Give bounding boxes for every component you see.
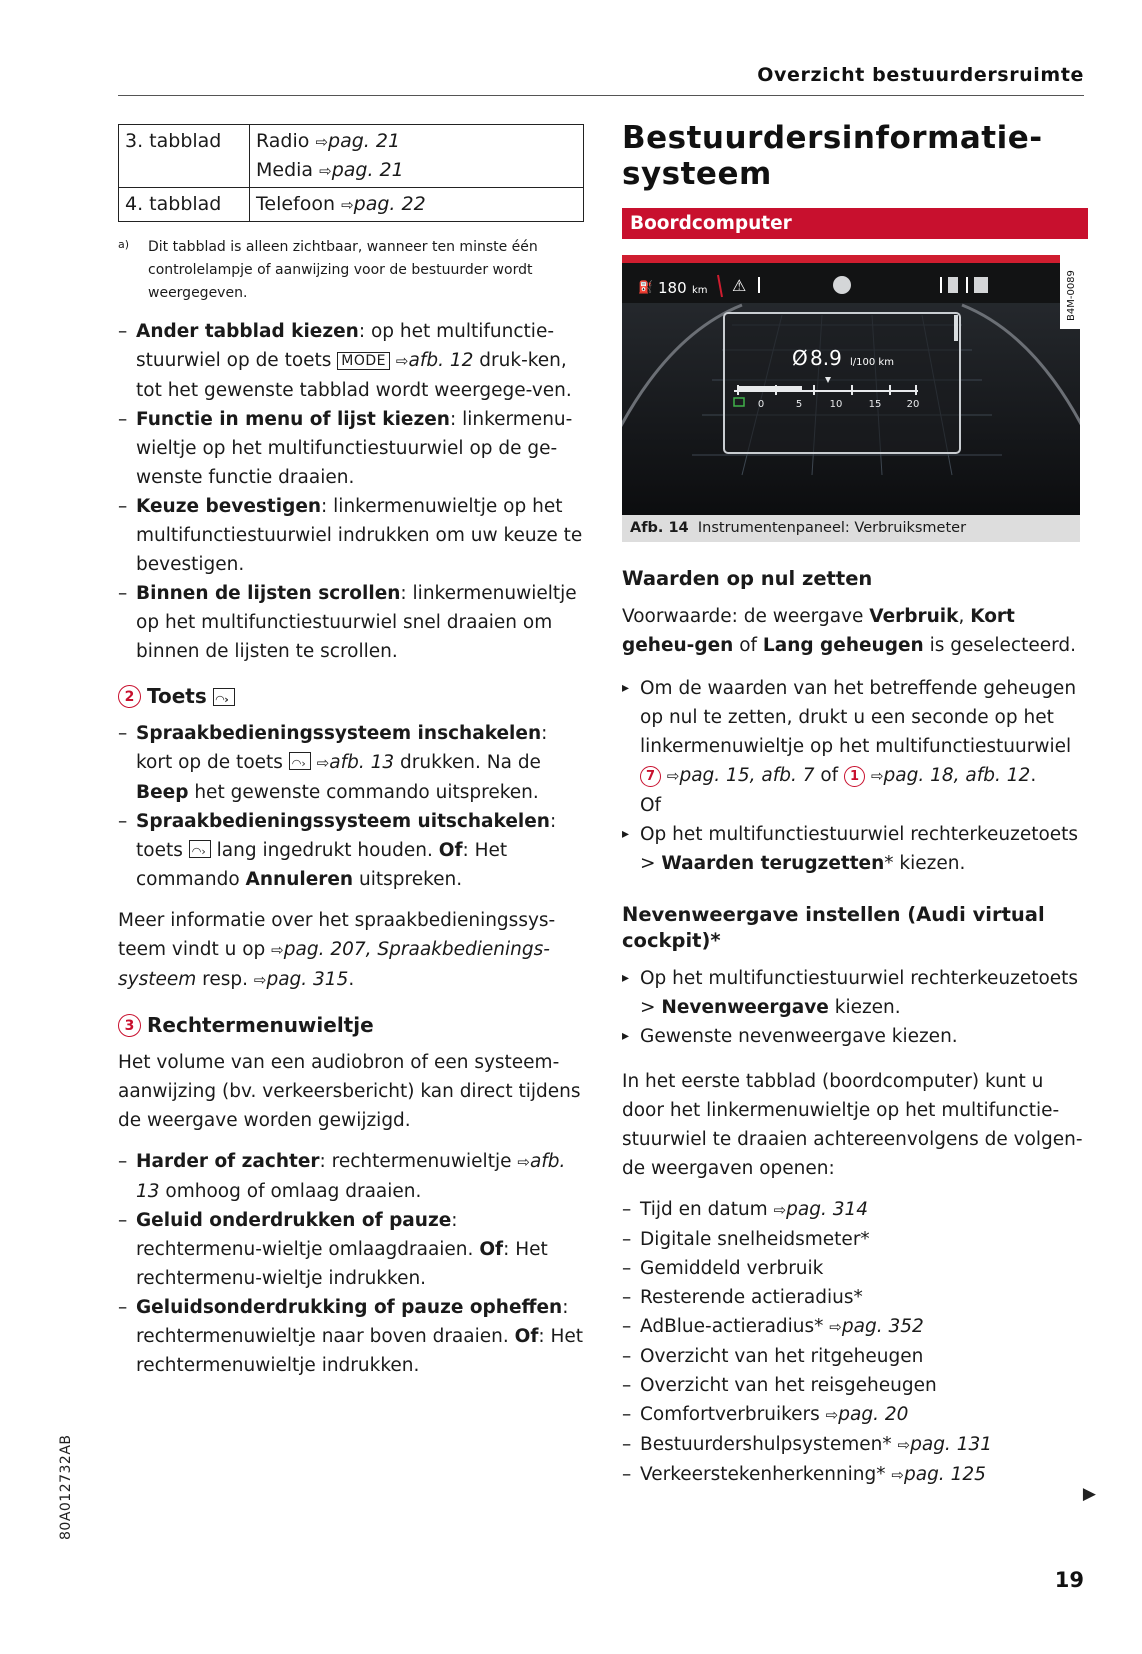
svg-text:0: 0 [757,399,765,410]
list-item: – Harder of zachter: rechtermenuwieltje ⇨afb. 13 omhoog of omlaag draaien. [118,1147,588,1206]
running-header: Overzicht bestuurdersruimte [757,64,1084,86]
instrument-panel-image [622,255,1080,515]
list-item: – Geluidsonderdrukking of pauze opheffen: rechtermenuwieltje naar boven draaien. Of: Het rechtermenuwieltje indrukken. [118,1293,588,1380]
list-item: – Comfortverbruikers ⇨pag. 20 [622,1400,1088,1430]
list-item: – Ander tabblad kiezen: op het multifunctie-stuurwiel op de toets MODE ⇨afb. 12 druk-ken, tot het gewenste tabblad wordt weergege-ven. [118,317,588,405]
svg-text:15: 15 [868,399,882,410]
neven-step: ▸ Op het multifunctiestuurwiel rechterkeuzetoets > Nevenweergave kiezen. [622,964,1088,1022]
voice-button-icon [289,752,311,770]
voice-list [118,719,588,894]
svg-text:5: 5 [795,399,803,410]
table-row [119,125,584,188]
continue-arrow-icon: ▶ [1082,1484,1096,1504]
list-item: – Digitale snelheidsmeter* [622,1225,1088,1254]
page-ref-link[interactable]: pag. 125 [903,1464,986,1485]
number-3-icon: 3 [118,1014,141,1037]
heading-nevenweergave: Nevenweergave instellen (Audi virtual cockpit)* [622,903,1045,952]
number-2-icon: 2 [118,685,141,708]
figure-code: B4M-0089 [1066,270,1077,321]
footnote-text: Dit tabblad is alleen zichtbaar, wanneer ten minste één controlelampje of aanwijzing voor de bestuurder wordt weergegeven. [148,239,538,301]
warning-icon: ⚠ [732,276,747,295]
page-ref-link[interactable]: pag. 352 [841,1316,924,1337]
nav-icon [833,276,851,294]
svg-text:10: 10 [829,399,843,410]
list-item: – Keuze bevestigen: linkermenuwieltje op het multifunctiestuurwiel indrukken om uw keuze te bevestigen. [118,492,588,579]
page-ref-link[interactable]: pag. 315 [266,969,349,990]
page-ref-link[interactable]: afb. 13 [329,752,395,773]
tab-table [118,124,584,222]
more-info-paragraph: Meer informatie over het spraakbedieningssys-teem vindt u op ⇨pag. 207, Spraakbedienings-systeem resp. ⇨pag. 315. [118,910,556,990]
footnote-marker: a) [118,238,130,251]
table-row [119,188,584,222]
volume-paragraph: Het volume van een audiobron of een systeem-aanwijzing (bv. verkeersbericht) kan direct tijdens de weergave worden gewijzigd. [118,1052,581,1131]
page-ref-link[interactable]: afb. 12 [408,350,474,371]
instrument-panel-figure [622,255,1080,515]
range-unit: km [692,285,708,296]
tab-cell: 4. tabblad [119,188,250,222]
list-item: – Resterende actieradius* [622,1283,1088,1312]
list-item: – Bestuurdershulpsystemen* ⇨pag. 131 [622,1430,1088,1460]
tab-operation-list [118,317,588,666]
list-item: – Spraakbedieningssysteem inschakelen: kort op de toets ◠› ⇨afb. 13 drukken. Na de Beep het gewenste commando uitspreken. [118,719,588,807]
section-title: Bestuurdersinformatie- systeem [622,120,1043,192]
number-1-icon: 1 [844,766,865,787]
page-ref-link[interactable]: pag. 314 [786,1199,869,1220]
neven-step: ▸ Gewenste nevenweergave kiezen. [622,1022,1088,1051]
heading-reset: Waarden op nul zetten [622,567,873,590]
avg-prefix: Ø [792,346,808,370]
tab-content-cell: Radio ⇨pag. 21 Media ⇨pag. 21 [250,125,584,188]
page-ref-link[interactable]: pag. 21 [331,159,404,181]
figure-caption: Afb. 14 Instrumentenpaneel: Verbruiksmeter [622,515,1080,542]
voice-button-icon [189,840,211,858]
list-item: – Overzicht van het reisgeheugen [622,1371,1088,1400]
page-ref-link[interactable]: pag. 18, afb. 12 [883,765,1031,786]
section-heading-rechtermenuwieltje: 3 Rechtermenuwieltje [118,1011,588,1040]
list-item: – Tijd en datum ⇨pag. 314 [622,1195,1088,1225]
page-ref-link[interactable]: pag. 207, Spraakbedienings-systeem [118,939,550,990]
volume-list [118,1147,588,1380]
voice-button-icon [213,688,235,706]
red-heading-bar: Boordcomputer [622,208,1088,239]
avg-consumption-value: 8.9 [810,346,842,370]
range-value: 180 [658,279,687,297]
list-item: – Geluid onderdrukken of pauze: rechtermenu-wieltje omlaagdraaien. Of: Het rechtermenu-wieltje indrukken. [118,1206,588,1293]
list-item: – Spraakbedieningssysteem uitschakelen: toets ◠› lang ingedrukt houden. Of: Het commando Annuleren uitspreken. [118,807,588,894]
consumption-bar-fill [738,386,802,391]
page-number: 19 [1054,1568,1084,1592]
footnote [118,236,588,305]
page-ref-link[interactable]: pag. 22 [353,193,426,215]
page-ref-link[interactable]: afb. 13 [136,1151,566,1202]
page-ref-link[interactable]: pag. 131 [910,1434,993,1455]
left-column [118,124,588,1380]
right-column [622,120,1088,1490]
list-item: – Overzicht van het ritgeheugen [622,1342,1088,1371]
section-heading-toets: 2 Toets ◠› [118,682,588,711]
number-7-icon: 7 [640,766,661,787]
reset-step: ▸ Op het multifunctiestuurwiel rechterkeuzetoets > Waarden terugzetten* kiezen. [622,820,1088,878]
scroll-indicator [954,315,958,341]
mode-key-icon: MODE [337,352,390,370]
reset-condition: Voorwaarde: de weergave Verbruik, Kort geheu-gen of Lang geheugen is geselecteerd. [622,606,1076,656]
tab-paragraph: In het eerste tabblad (boordcomputer) kunt u door het linkermenuwieltje op het multifunctie-stuurwiel te draaien achtereenvolgens de volgen-de weergaven openen: [622,1071,1083,1179]
tab-content-cell: Telefoon ⇨pag. 22 [250,188,584,222]
fuel-icon: ⛽ [638,280,653,294]
header-rule [118,95,1084,96]
avg-consumption-unit: l/100 km [850,357,894,368]
page-ref-link[interactable]: pag. 21 [328,130,401,152]
displays-list [622,1195,1088,1490]
display-frame [724,313,960,453]
list-item: – Functie in menu of lijst kiezen: linkermenu-wieltje op het multifunctiestuurwiel op de ge-wenste functie draaien. [118,405,588,492]
document-code: 80A012732AB [58,1434,74,1540]
list-item: – AdBlue-actieradius* ⇨pag. 352 [622,1312,1088,1342]
page-ref-link[interactable]: pag. 15, afb. 7 [679,765,815,786]
map-icon [974,277,988,293]
tab-cell: 3. tabblad [119,125,250,188]
list-item: – Verkeerstekenherkenning* ⇨pag. 125 [622,1460,1088,1490]
svg-text:20: 20 [906,399,920,410]
list-item: – Binnen de lijsten scrollen: linkermenuwieltje op het multifunctiestuurwiel snel draaien om binnen de lijsten te scrollen. [118,579,588,666]
reset-step: ▸ Om de waarden van het betreffende geheugen op nul te zetten, drukt u een seconde op het linkermenuwieltje op het multifunctiestuurwiel 7 ⇨pag. 15, afb. 7 of 1 ⇨pag. 18, afb. 12. Of [622,674,1088,820]
page-ref-link[interactable]: pag. 20 [838,1404,909,1425]
media-icon [948,277,958,293]
list-item: – Gemiddeld verbruik [622,1254,1088,1283]
